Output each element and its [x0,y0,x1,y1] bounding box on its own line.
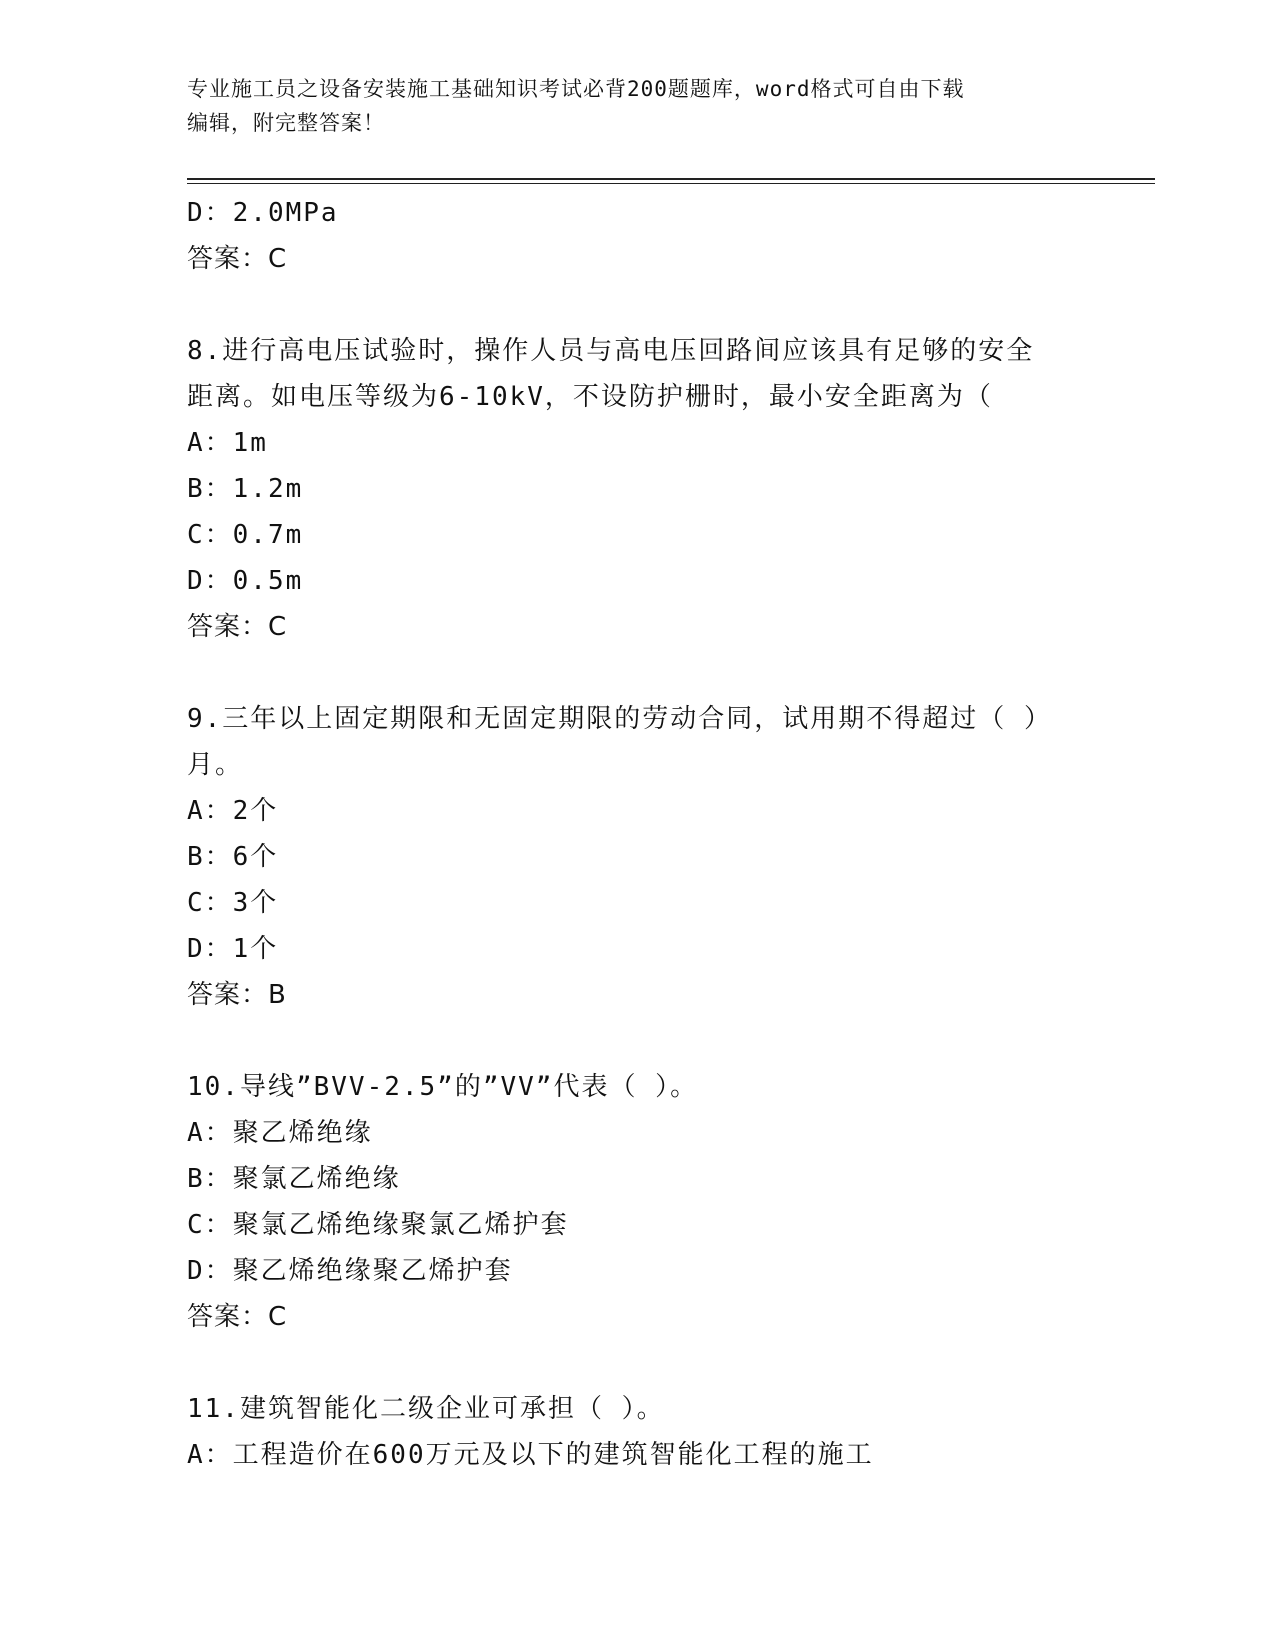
question-spacer [187,1018,1087,1064]
question-11 [187,1386,1087,1478]
question-stem-line: 距离。如电压等级为6-10kV，不设防护栅时，最小安全距离为（ [187,382,993,412]
question-stem-line: 10.导线”BVV-2.5”的”VV”代表（ ）。 [187,1072,699,1102]
answer-line: 答案：C [187,612,288,642]
option-a: A：2个 [187,796,279,826]
option-d: D：1个 [187,934,279,964]
header-title-line-1: 专业施工员之设备安装施工基础知识考试必背200题题库，word格式可自由下载 [187,77,965,101]
question-stem-line: 11.建筑智能化二级企业可承担（ ）。 [187,1394,665,1424]
question-spacer [187,282,1087,328]
option-c: C：3个 [187,888,279,918]
option-c: C：聚氯乙烯绝缘聚氯乙烯护套 [187,1210,569,1240]
question-spacer [187,1340,1087,1386]
header-divider-thin [187,183,1155,184]
question-8 [187,328,1087,650]
option-c: C：0.7m [187,520,304,550]
question-stem-line: 8.进行高电压试验时，操作人员与高电压回路间应该具有足够的安全 [187,336,1035,366]
question-stem-line: 月。 [187,750,244,780]
option-d: D：聚乙烯绝缘聚乙烯护套 [187,1256,513,1286]
question-9 [187,696,1087,1018]
option-a: A：聚乙烯绝缘 [187,1118,373,1148]
header-divider-thick [187,178,1155,180]
option-b: B：1.2m [187,474,304,504]
option-a: A：1m [187,428,268,458]
question-list [187,190,1087,1478]
option-d: D：2.0MPa [187,198,339,228]
document-header [187,72,1087,140]
option-a: A：工程造价在600万元及以下的建筑智能化工程的施工 [187,1440,874,1470]
option-d: D：0.5m [187,566,304,596]
answer-line: 答案：C [187,1302,288,1332]
question-stem-line: 9.三年以上固定期限和无固定期限的劳动合同，试用期不得超过（ ） [187,704,1052,734]
question-spacer [187,650,1087,696]
question-10 [187,1064,1087,1340]
header-title-line-2: 编辑，附完整答案！ [187,111,385,135]
option-b: B：6个 [187,842,279,872]
answer-line: 答案：B [187,980,287,1010]
answer-line: 答案：C [187,244,288,274]
option-b: B：聚氯乙烯绝缘 [187,1164,401,1194]
